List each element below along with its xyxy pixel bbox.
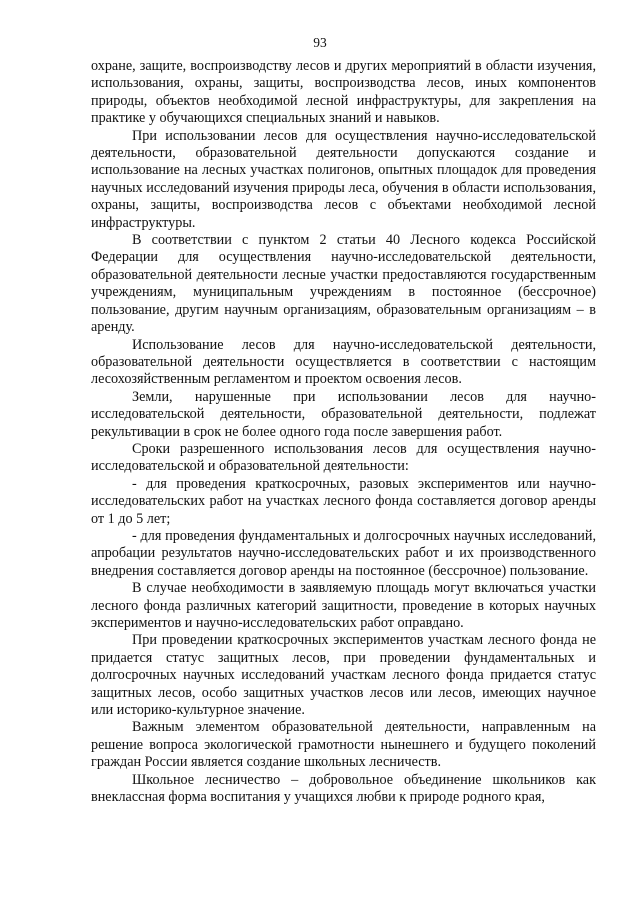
- list-item: - для проведения краткосрочных, разовых экспериментов или научно-исследовательских работ на участках лесного фонда составляется договор аренды от 1 до 5 лет;: [91, 475, 596, 527]
- paragraph: Важным элементом образовательной деятельности, направленным на решение вопроса экологической грамотности нынешнего и будущего поколений граждан России является создание школьных лесничеств.: [91, 719, 596, 771]
- paragraph: В соответствии с пунктом 2 статьи 40 Лесного кодекса Российской Федерации для осуществления научно-исследовательской деятельности, образовательной деятельности лесные участки предоставляются государственным учреждениям, муниципальным учреждениям в постоянное (бессрочное) пользование, другим научным организациям, образовательным организациям – в аренду.: [91, 232, 596, 336]
- paragraph: При проведении краткосрочных экспериментов участкам лесного фонда не придается статус защитных лесов, при проведении фундаментальных и долгосрочных научных исследований участкам лесного фонда придается статус защитных лесов, особо защитных участков лесов или лесов, имеющих научное или историко-культурное значение.: [91, 632, 596, 719]
- paragraph: Земли, нарушенные при использовании лесов для научно-исследовательской деятельности, образовательной деятельности, подлежат рекультивации в срок не более одного года после завершения работ.: [91, 388, 596, 440]
- list-item: - для проведения фундаментальных и долгосрочных научных исследований, апробации результатов научно-исследовательских работ и их производственного внедрения составляется договор аренды на постоянное (бессрочное) пользование.: [91, 527, 596, 579]
- paragraph: Школьное лесничество – добровольное объединение школьников как внеклассная форма воспитания у учащихся любви к природе родного края,: [91, 771, 596, 806]
- paragraph: При использовании лесов для осуществления научно-исследовательской деятельности, образовательной деятельности допускаются создание и использование на лесных участках полигонов, опытных площадок для проведения научных исследований изучения природы леса, обучения в области использования, охраны, защиты, воспроизводства лесов с объектами необходимой лесной инфраструктуры.: [91, 127, 596, 231]
- document-body: [91, 58, 596, 806]
- paragraph: Использование лесов для научно-исследовательской деятельности, образовательной деятельности осуществляется в соответствии с настоящим лесохозяйственным регламентом и проектом освоения лесов.: [91, 336, 596, 388]
- paragraph: охране, защите, воспроизводству лесов и других мероприятий в области изучения, использования, охраны, защиты, воспроизводства лесов, иных компонентов природы, объектов необходимой лесной инфраструктуры, для закрепления на практике у обучающихся специальных знаний и навыков.: [91, 58, 596, 127]
- paragraph: В случае необходимости в заявляемую площадь могут включаться участки лесного фонда различных категорий защитности, проведение в которых научных экспериментов и научно-исследовательских работ оправдано.: [91, 580, 596, 631]
- page-number: 93: [313, 35, 327, 50]
- paragraph: Сроки разрешенного использования лесов для осуществления научно-исследовательской и образовательной деятельности:: [91, 440, 596, 475]
